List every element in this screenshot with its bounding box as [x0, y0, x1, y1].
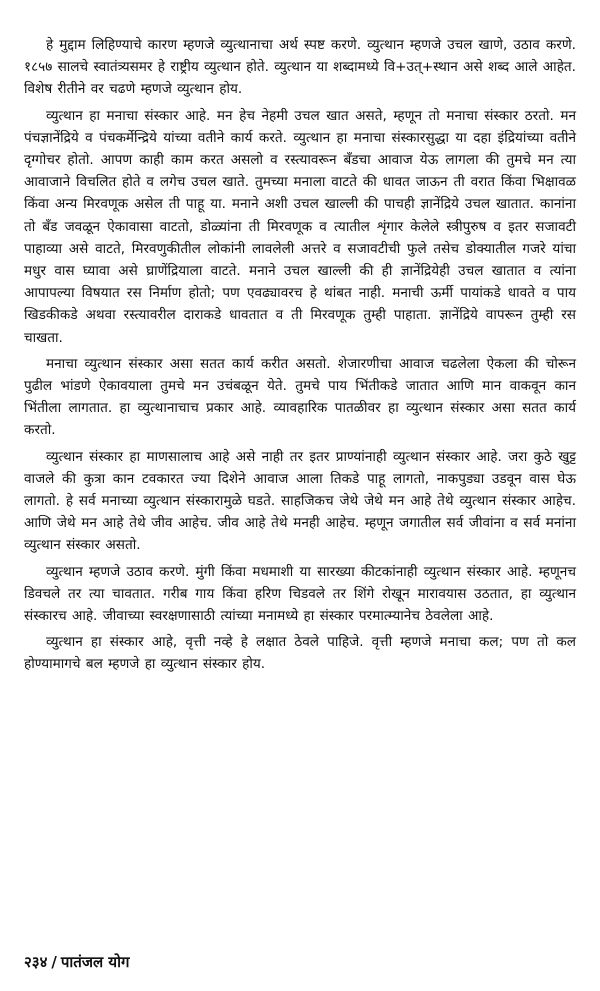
- paragraph-4: व्युत्थान संस्कार हा माणसालाच आहे असे नाही तर इतर प्राण्यांनाही व्युत्थान संस्कार आहे. जरा कुठे खुट्ट वाजले की कुत्रा कान टवकारत ज्या दिशेने आवाज आला तिकडे पाहू लागतो, नाकपुड्या उडवून वास घेऊ लागतो. हे सर्व मनाच्या व्युत्थान संस्कारामुळे घडते. साहजिकच जेथे जेथे मन आहे तेथे व्युत्थान संस्कार आहेच. आणि जेथे मन आहे तेथे जीव आहेच. जीव आहे तेथे मनही आहेच. म्हणून जगातील सर्व जीवांना व सर्व मनांना व्युत्थान संस्कार असतो.: [24, 448, 576, 554]
- book-title: पातंजल योग: [60, 953, 130, 971]
- paragraph-2: व्युत्थान हा मनाचा संस्कार आहे. मन हेच नेहमी उचल खात असते, म्हणून तो मनाचा संस्कार ठरतो. मन पंचज्ञानेंद्रिये व पंचकर्मेन्द्रिये यांच्या वतीने कार्य करते. व्युत्थान हा मनाचा संस्कारसुद्धा या दहा इंद्रियांच्या वतीने दृग्गोचर होतो. आपण काही काम करत असलो व रस्त्यावरून बँडचा आवाज येऊ लागला की तुमचे मन त्या आवाजाने विचलित होते व लगेच उचल खाते. तुमच्या मनाला वाटते की धावत जाऊन ती वरात किंवा भिक्षावळ किंवा अन्य मिरवणूक असेल ती पाहू या. मनाने अशी उचल खाल्ली की पाचही ज्ञानेंद्रिये उचल खातात. कानांना तो बँड जवळून ऐकावासा वाटतो, डोळ्यांना ती मिरवणूक व त्यातील शृंगार केलेले स्त्रीपुरुष व इतर सजावटी पाहाव्या असे वाटते, मिरवणुकीतील लोकांनी लावलेली अत्तरे व सजावटीची फुले तसेच डोक्यातील गजरे यांचा मधुर वास घ्यावा असे घ्राणेंद्रियाला वाटते. मनाने उचल खाल्ली की ही ज्ञानेंद्रियेही उचल खातात व त्यांना आपापल्या विषयात रस निर्माण होतो; पण एवढ्यावरच हे थांबत नाही. मनाची ऊर्मी पायांकडे धावते व पाय खिडकीकडे अथवा रस्त्यावरील दाराकडे धावतात व ती मिरवणूक तुम्ही पाहाता. ज्ञानेंद्रिये वापरून तुम्ही रस चाखता.: [24, 107, 576, 346]
- paragraph-1: हे मुद्दाम लिहिण्याचे कारण म्हणजे व्युत्थानाचा अर्थ स्पष्ट करणे. व्युत्थान म्हणजे उचल खाणे, उठाव करणे. १८५७ सालचे स्वातंत्र्यसमर हे राष्ट्रीय व्युत्थान होते. व्युत्थान या शब्दामध्ये वि+उत्+स्थान असे शब्द आले आहेत. विशेष रीतीने वर चढणे म्हणजे व्युत्थान होय.: [24, 37, 576, 98]
- body-text: [24, 34, 576, 680]
- page-footer: [24, 952, 129, 972]
- footer-separator: /: [51, 953, 57, 971]
- paragraph-5: व्युत्थान म्हणजे उठाव करणे. मुंगी किंवा मधमाशी या सारख्या कीटकांनाही व्युत्थान संस्कार आहे. म्हणूनच डिवचले तर त्या चावतात. गरीब गाय किंवा हरिण चिडवले तर शिंगे रोखून मारावयास उठतात, हा व्युत्थान संस्कारच आहे. जीवाच्या स्वरक्षणासाठी त्यांच्या मनामध्ये हा संस्कार परमात्म्यानेच ठेवलेला आहे.: [24, 563, 576, 625]
- page-number: २३४: [24, 953, 48, 971]
- paragraph-3: मनाचा व्युत्थान संस्कार असा सतत कार्य करीत असतो. शेजारणीचा आवाज चढलेला ऐकला की चोरून पुढील भांडणे ऐकावयाला तुमचे मन उचंबळून येते. तुमचे पाय भिंतीकडे जातात आणि मान वाकवून कान भिंतीला लागतात. हा व्युत्थानाचाच प्रकार आहे. व्यावहारिक पातळीवर हा व्युत्थान संस्कार असा सतत कार्य करतो.: [24, 355, 576, 439]
- paragraph-6: व्युत्थान हा संस्कार आहे, वृत्ती नव्हे हे लक्षात ठेवले पाहिजे. वृत्ती म्हणजे मनाचा कल; पण तो कल होण्यामागचे बल म्हणजे हा व्युत्थान संस्कार होय.: [24, 634, 576, 673]
